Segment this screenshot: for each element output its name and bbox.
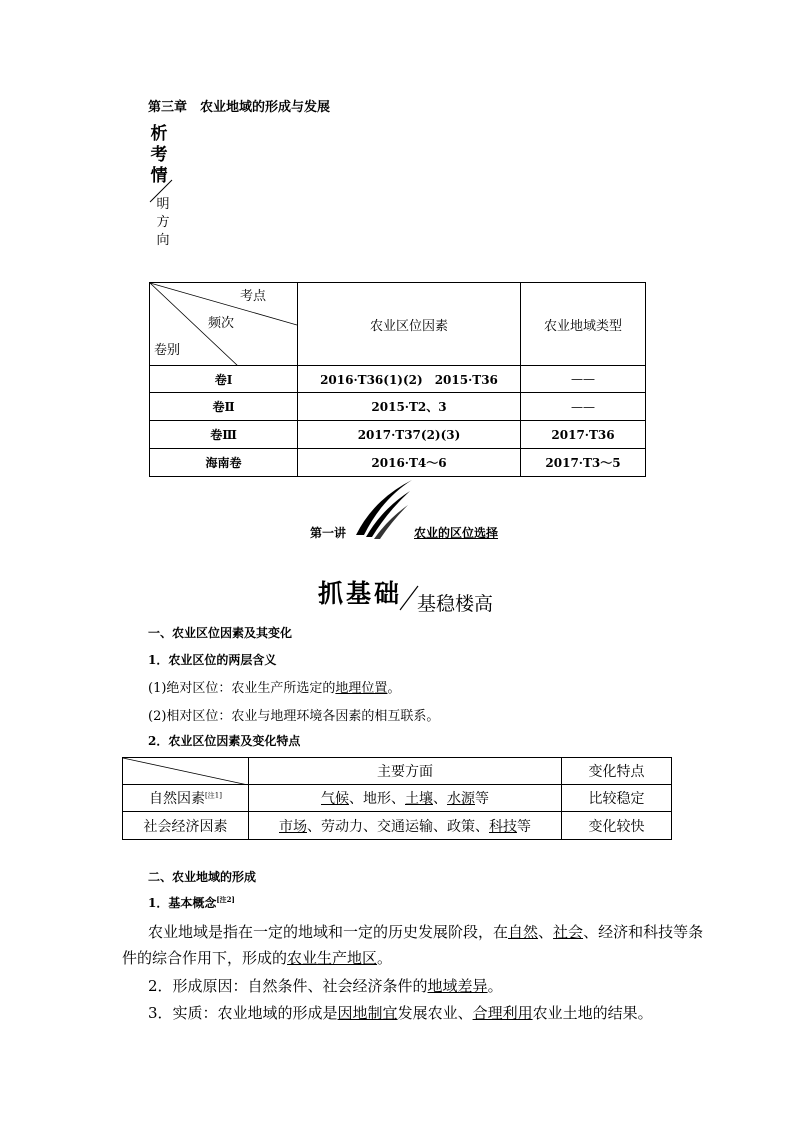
note-marker: [注2] bbox=[216, 895, 235, 904]
factor-cell: 2016·T36(1)(2) 2015·T36 bbox=[298, 366, 521, 393]
factor-name: 自然因素 bbox=[149, 791, 206, 807]
underlined-term: 自然 bbox=[508, 923, 539, 941]
paper-cell: 卷Ⅲ bbox=[150, 421, 298, 449]
exam-frequency-table bbox=[149, 282, 646, 477]
table-row bbox=[123, 812, 672, 840]
note-marker: [注1] bbox=[205, 791, 222, 800]
diagonal-corner-cell bbox=[123, 758, 249, 785]
social-aspects-cell bbox=[249, 812, 562, 840]
type-cell: —— bbox=[521, 366, 646, 393]
underlined-term: 水源 bbox=[447, 791, 475, 807]
section1-title: 一、农业区位因素及其变化 bbox=[148, 626, 293, 640]
section1-item2: 2．农业区位因素及变化特点 bbox=[148, 734, 301, 748]
heading-char: 考 bbox=[150, 145, 168, 165]
definition-line2 bbox=[122, 947, 392, 968]
text-part: 、经济和科技等条 bbox=[583, 923, 704, 941]
essence-text bbox=[148, 1002, 653, 1023]
lecture-title: 农业的区位选择 bbox=[414, 526, 499, 540]
heading-char: 析 bbox=[150, 124, 168, 144]
table-row bbox=[150, 366, 646, 393]
underlined-term: 地理位置 bbox=[335, 681, 388, 696]
factor-cell: 2017·T37(2)(3) bbox=[298, 421, 521, 449]
paper-cell: 卷Ⅰ bbox=[150, 366, 298, 393]
table-row bbox=[123, 785, 672, 812]
text-part: 2．形成原因：自然条件、社会经济条件的 bbox=[148, 977, 428, 995]
corner-label-bottom: 卷别 bbox=[154, 343, 181, 358]
text-part: 农业地域是指在一定的地域和一定的历史发展阶段，在 bbox=[148, 923, 509, 941]
chapter-title: 第三章 农业地域的形成与发展 bbox=[148, 100, 331, 115]
text-part: 、 bbox=[538, 923, 554, 941]
underlined-term: 气候 bbox=[321, 791, 349, 807]
text-part: 。 bbox=[377, 949, 393, 967]
table-row bbox=[150, 449, 646, 477]
text-part: 3．实质：农业地域的形成是 bbox=[148, 1004, 338, 1022]
heading-char: 方 bbox=[156, 215, 170, 230]
header-change-features: 变化特点 bbox=[562, 758, 672, 785]
corner-label-top: 考点 bbox=[240, 289, 267, 304]
underlined-term: 农业生产地区 bbox=[287, 949, 378, 967]
direction-heading bbox=[154, 196, 172, 250]
definition-line1 bbox=[148, 921, 703, 942]
natural-factor-cell bbox=[123, 785, 249, 812]
banner-sub: 基稳楼高 bbox=[417, 593, 494, 615]
underlined-term: 科技 bbox=[489, 818, 517, 835]
text-part: 、地形、 bbox=[349, 791, 405, 807]
social-factor-cell: 社会经济因素 bbox=[123, 812, 249, 840]
underlined-term: 市场 bbox=[279, 818, 307, 835]
underlined-term: 土壤 bbox=[405, 791, 433, 807]
text-part: 农业土地的结果。 bbox=[532, 1004, 653, 1022]
lecture-label: 第一讲 bbox=[310, 526, 347, 540]
header-region-types: 农业地域类型 bbox=[521, 283, 646, 366]
heading-char: 明 bbox=[156, 197, 170, 212]
type-cell: 2017·T3～5 bbox=[521, 449, 646, 477]
paper-cell: 海南卷 bbox=[150, 449, 298, 477]
section2-title: 二、农业地域的形成 bbox=[148, 870, 257, 884]
type-cell: 2017·T36 bbox=[521, 421, 646, 449]
relative-location-text: (2)相对区位：农业与地理环境各因素的相互联系。 bbox=[148, 709, 440, 724]
underlined-term: 地域差异 bbox=[427, 977, 488, 995]
heading-char: 情 bbox=[150, 166, 168, 186]
underlined-term: 因地制宜 bbox=[337, 1004, 398, 1022]
corner-label-middle: 频次 bbox=[208, 316, 235, 331]
diagonal-line bbox=[123, 758, 248, 785]
swoosh-icon bbox=[352, 477, 416, 541]
header-main-aspects: 主要方面 bbox=[249, 758, 562, 785]
natural-aspects-cell bbox=[249, 785, 562, 812]
section1-item1: 1．农业区位的两层含义 bbox=[148, 653, 277, 667]
factor-table bbox=[122, 757, 672, 840]
paper-cell: 卷Ⅱ bbox=[150, 393, 298, 421]
underlined-term: 社会 bbox=[553, 923, 584, 941]
text-part: 1．基本概念 bbox=[148, 896, 217, 910]
section2-item1 bbox=[148, 894, 235, 911]
diagonal-corner-cell bbox=[150, 283, 298, 366]
table-row bbox=[150, 393, 646, 421]
text-part: 。 bbox=[387, 681, 401, 696]
factor-cell: 2015·T2、3 bbox=[298, 393, 521, 421]
text-part: (1)绝对区位：农业生产所选定的 bbox=[148, 681, 336, 696]
natural-change-cell: 比较稳定 bbox=[562, 785, 672, 812]
text-part: 件的综合作用下，形成的 bbox=[122, 949, 288, 967]
text-part: 等 bbox=[517, 818, 531, 835]
text-part: 、 bbox=[433, 791, 447, 807]
social-change-cell: 变化较快 bbox=[562, 812, 672, 840]
heading-char: 向 bbox=[156, 233, 170, 248]
underlined-term: 合理利用 bbox=[472, 1004, 533, 1022]
text-part: 发展农业、 bbox=[397, 1004, 473, 1022]
type-cell: —— bbox=[521, 393, 646, 421]
header-location-factors: 农业区位因素 bbox=[298, 283, 521, 366]
formation-cause bbox=[148, 975, 503, 996]
text-part: 。 bbox=[487, 977, 503, 995]
table-row bbox=[150, 421, 646, 449]
text-part: 等 bbox=[475, 791, 489, 807]
factor-cell: 2016·T4～6 bbox=[298, 449, 521, 477]
absolute-location-text bbox=[148, 677, 400, 696]
banner-main: 抓基础 bbox=[318, 579, 403, 608]
text-part: 、劳动力、交通运输、政策、 bbox=[307, 818, 489, 835]
